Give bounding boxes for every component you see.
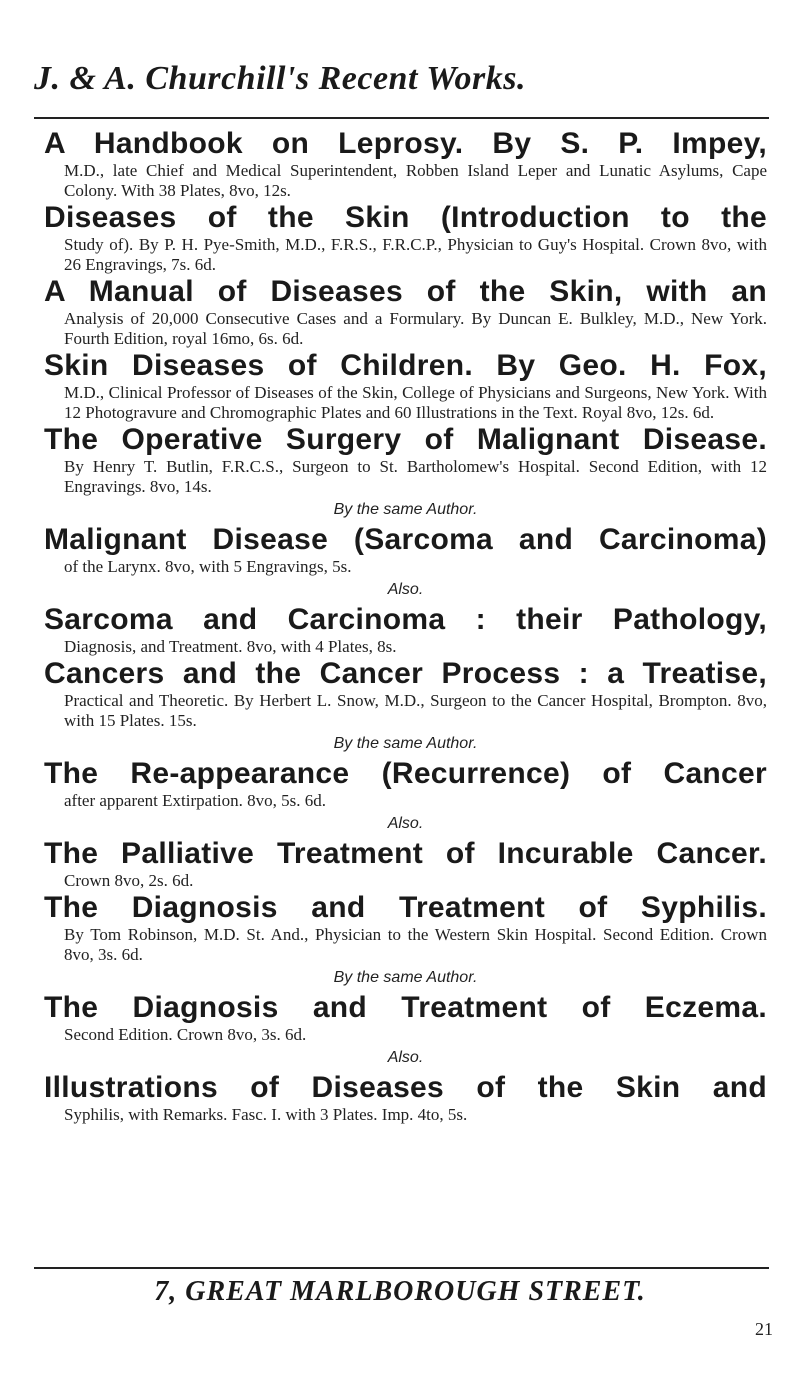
catalogue-entry — [44, 837, 767, 891]
catalogue-entry — [44, 201, 767, 275]
entry-title: Malignant Disease (Sarcoma and Carcinoma) — [44, 523, 767, 556]
catalogue-entries — [44, 127, 767, 1125]
publisher-address: 7, GREAT MARLBOROUGH STREET. — [154, 1276, 646, 1307]
catalogue-entry — [44, 423, 767, 497]
entry-description: Diagnosis, and Treatment. 8vo, with 4 Plates, 8s. — [64, 637, 397, 656]
separator-same-author: By the same Author. — [333, 735, 478, 752]
catalogue-entry — [44, 349, 767, 423]
entry-description: By Henry T. Butlin, F.R.C.S., Surgeon to St. Bartholomew's Hospital. Second Edition, with 12 Engravings. 8vo, 14s. — [64, 457, 767, 496]
entry-description: Practical and Theoretic. By Herbert L. Snow, M.D., Surgeon to the Cancer Hospital, Brompton. 8vo, with 15 Plates. 15s. — [64, 691, 767, 730]
entry-description: Syphilis, with Remarks. Fasc. I. with 3 Plates. Imp. 4to, 5s. — [64, 1105, 468, 1124]
catalogue-entry — [44, 657, 767, 731]
catalogue-entry — [44, 127, 767, 201]
page-number: 21 — [755, 1319, 773, 1339]
entry-description: after apparent Extirpation. 8vo, 5s. 6d. — [64, 791, 327, 810]
catalogue-entry — [44, 991, 767, 1045]
separator-also: Also. — [387, 815, 424, 832]
entry-title: Illustrations of Diseases of the Skin and — [44, 1071, 767, 1104]
catalogue-entry — [44, 757, 767, 811]
catalogue-entry — [44, 891, 767, 965]
footer-rule — [34, 1267, 769, 1269]
entry-title: A Manual of Diseases of the Skin, with an — [44, 275, 767, 308]
entry-title: Cancers and the Cancer Process : a Treatise, — [44, 657, 767, 690]
entry-title: The Re-appearance (Recurrence) of Cancer — [44, 757, 767, 790]
entry-title: Diseases of the Skin (Introduction to the — [44, 201, 767, 234]
separator-same-author: By the same Author. — [333, 501, 478, 518]
catalogue-entry — [44, 603, 767, 657]
entry-description: Crown 8vo, 2s. 6d. — [64, 871, 194, 890]
entry-title: Skin Diseases of Children. By Geo. H. Fox, — [44, 349, 767, 382]
page-header-title: J. & A. Churchill's Recent Works. — [34, 60, 526, 97]
header-rule — [34, 117, 769, 119]
entry-description: Study of). By P. H. Pye-Smith, M.D., F.R.S., F.R.C.P., Physician to Guy's Hospital. Crown 8vo, with 26 Engravings, 7s. 6d. — [64, 235, 767, 274]
separator-same-author: By the same Author. — [333, 969, 478, 986]
entry-description: M.D., Clinical Professor of Diseases of the Skin, College of Physicians and Surgeons, New York. With 12 Photogravure and Chromographic Plates and 60 Illustrations in the Text. Royal 8vo, 12s. 6d. — [64, 383, 767, 422]
separator-also: Also. — [387, 1049, 424, 1066]
separator-also: Also. — [387, 581, 424, 598]
entry-title: Sarcoma and Carcinoma : their Pathology, — [44, 603, 767, 636]
catalogue-entry — [44, 523, 767, 577]
catalogue-entry — [44, 1071, 767, 1125]
catalogue-entry — [44, 275, 767, 349]
entry-title: The Diagnosis and Treatment of Eczema. — [44, 991, 767, 1024]
entry-description: Analysis of 20,000 Consecutive Cases and a Formulary. By Duncan E. Bulkley, M.D., New York. Fourth Edition, royal 16mo, 6s. 6d. — [64, 309, 767, 348]
entry-description: Second Edition. Crown 8vo, 3s. 6d. — [64, 1025, 307, 1044]
entry-title: The Operative Surgery of Malignant Disease. — [44, 423, 767, 456]
entry-title: The Palliative Treatment of Incurable Cancer. — [44, 837, 767, 870]
entry-title: The Diagnosis and Treatment of Syphilis. — [44, 891, 767, 924]
entry-description: M.D., late Chief and Medical Superintendent, Robben Island Leper and Lunatic Asylums, Cape Colony. With 38 Plates, 8vo, 12s. — [64, 161, 767, 200]
entry-description: By Tom Robinson, M.D. St. And., Physician to the Western Skin Hospital. Second Edition. Crown 8vo, 3s. 6d. — [64, 925, 767, 964]
entry-title: A Handbook on Leprosy. By S. P. Impey, — [44, 127, 767, 160]
entry-description: of the Larynx. 8vo, with 5 Engravings, 5s. — [64, 557, 352, 576]
